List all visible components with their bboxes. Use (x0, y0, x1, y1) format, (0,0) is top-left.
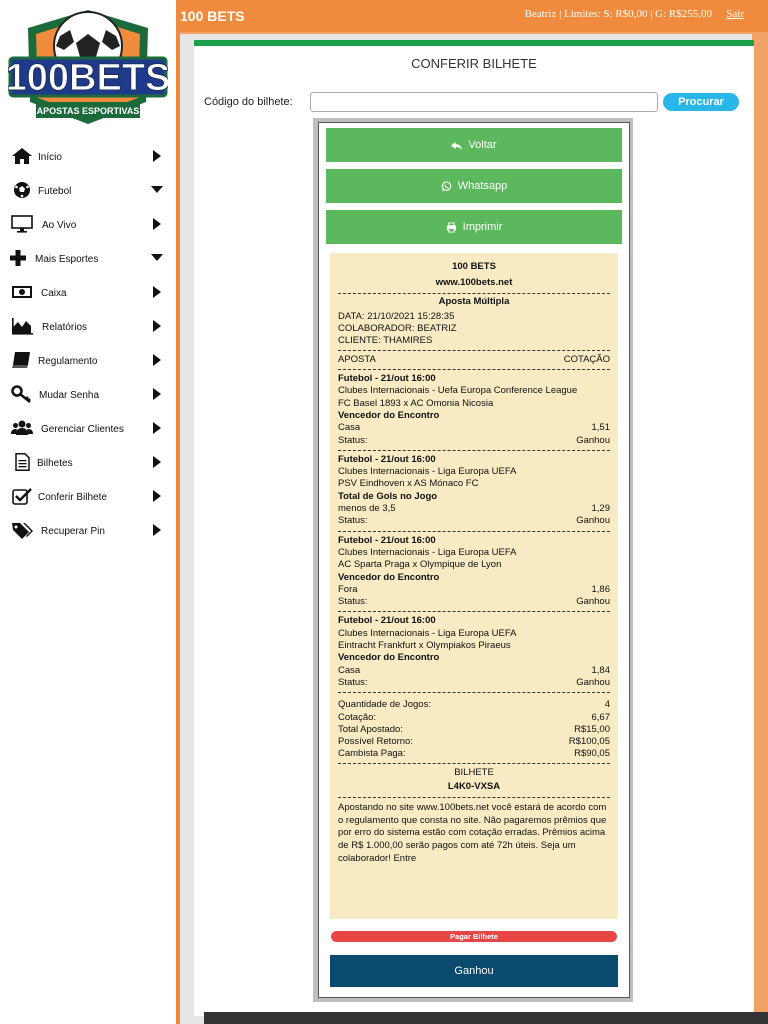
summary-label: Quantidade de Jogos: (338, 699, 431, 711)
bet-pick: Casa (338, 422, 361, 434)
logout-link[interactable]: Sair (726, 8, 744, 20)
bet-odds: 1,29 (591, 503, 610, 515)
summary-row (338, 724, 610, 736)
logo-main-text: 100BETS (8, 57, 168, 99)
sidebar-item-regulamento[interactable] (0, 346, 170, 374)
monitor-icon (10, 214, 34, 234)
bet-match: Eintracht Frankfurt x Olympiakos Piraeus (338, 640, 511, 652)
sidebar-item-gerenciar-clientes[interactable] (0, 414, 170, 442)
top-bar (176, 0, 768, 32)
bet-status-row (338, 435, 610, 447)
sidebar-item-label: Ao Vivo (42, 220, 77, 231)
bet-status: Ganhou (576, 515, 610, 527)
logo-tagline: APOSTAS ESPORTIVAS (36, 106, 140, 116)
receipt-brand: 100 BETS (452, 261, 496, 272)
back-button-label: Voltar (468, 139, 497, 151)
bet-item (338, 373, 610, 447)
area-chart-icon (10, 316, 34, 336)
bet-header: Futebol - 21/out 16:00 (338, 534, 436, 546)
sidebar (0, 0, 176, 1024)
summary-row (338, 712, 610, 724)
plus-icon (6, 248, 30, 268)
sidebar-item-relatorios[interactable] (0, 312, 170, 340)
home-icon (10, 146, 34, 166)
sidebar-item-mais-esportes[interactable] (0, 244, 170, 272)
chevron-down-icon (150, 252, 164, 264)
bet-match: AC Sparta Praga x Olympique de Lyon (338, 559, 502, 571)
chevron-right-icon (152, 354, 162, 366)
sidebar-item-label: Mais Esportes (35, 254, 99, 265)
bet-match: FC Basel 1893 x AC Omonia Nicosia (338, 397, 494, 409)
key-icon (10, 384, 34, 404)
bet-market: Vencedor do Encontro (338, 571, 440, 583)
chevron-right-icon (152, 422, 162, 434)
receipt-site: www.100bets.net (435, 277, 513, 289)
print-icon (446, 222, 457, 233)
bet-market: Vencedor do Encontro (338, 409, 440, 421)
receipt-client: CLIENTE: THAMIRES (338, 335, 433, 347)
ticket-modal (318, 122, 630, 998)
sidebar-item-label: Gerenciar Clientes (41, 424, 124, 435)
sidebar-item-label: Regulamento (38, 356, 98, 367)
column-bet-header: APOSTA (338, 353, 376, 365)
money-icon (10, 282, 34, 302)
whatsapp-icon (441, 181, 452, 192)
page-title: CONFERIR BILHETE (411, 56, 537, 71)
chevron-right-icon (152, 456, 162, 468)
bet-match: PSV Eindhoven x AS Mónaco FC (338, 478, 479, 490)
brand-title[interactable]: 100 BETS (180, 8, 245, 24)
tags-icon (10, 520, 34, 540)
sidebar-item-label: Início (38, 152, 62, 163)
check-square-icon (10, 486, 34, 506)
receipt-collaborator: COLABORADOR: BEATRIZ (338, 323, 457, 335)
sidebar-item-label: Mudar Senha (39, 390, 100, 401)
bet-pick-row (338, 422, 610, 434)
ticket-code: L4K0-VXSA (447, 780, 501, 792)
summary-value: 4 (604, 699, 610, 711)
bet-odds: 1,84 (591, 664, 610, 676)
bet-status: Ganhou (576, 676, 610, 688)
sidebar-item-conferir-bilhete[interactable] (0, 482, 170, 510)
frame-border (176, 0, 180, 1024)
summary-label: Cotação: (338, 711, 377, 723)
bet-status-label: Status: (338, 596, 368, 608)
sidebar-item-inicio[interactable] (0, 142, 170, 170)
print-button-label: Imprimir (462, 221, 503, 233)
ticket-code-label: Código do bilhete: (204, 96, 293, 108)
bet-header: Futebol - 21/out 16:00 (338, 615, 436, 627)
receipt-summary (338, 699, 610, 760)
bet-receipt (330, 253, 618, 919)
summary-label: Cambista Paga: (338, 748, 406, 760)
chevron-right-icon (152, 218, 162, 230)
bet-odds: 1,51 (591, 422, 610, 434)
bet-status-label: Status: (338, 676, 368, 688)
bet-league: Clubes Internacionais - Liga Europa UEFA (338, 627, 517, 639)
bet-header: Futebol - 21/out 16:00 (338, 453, 436, 465)
back-button[interactable] (326, 128, 622, 162)
bet-pick-row (338, 503, 610, 515)
sidebar-item-label: Bilhetes (37, 458, 73, 469)
sidebar-item-label: Caixa (41, 288, 67, 299)
sidebar-item-futebol[interactable] (0, 176, 170, 204)
summary-row (338, 736, 610, 748)
logo-graphic (8, 6, 168, 128)
bet-item (338, 535, 610, 609)
receipt-disclaimer: Apostando no site www.100bets.net você estará de acordo com o regulamento que consta no site. Não pagaremos prêmios que por erro do sistema estão com cotação erradas. Prêmios acima de R$ 1.000,00 serão pagos com até 72h úteis. Seja um colaborador! Entre (338, 802, 607, 864)
bet-league: Clubes Internacionais - Liga Europa UEFA (338, 546, 517, 558)
bet-market: Vencedor do Encontro (338, 652, 440, 664)
chevron-down-icon (150, 184, 164, 196)
chevron-right-icon (152, 524, 162, 536)
chevron-right-icon (152, 150, 162, 162)
receipt-bet-type: Aposta Múltipla (438, 295, 510, 307)
bet-pick: Casa (338, 664, 361, 676)
bet-item (338, 615, 610, 689)
bet-status: Ganhou (576, 434, 610, 446)
search-button[interactable]: Procurar (663, 93, 739, 111)
reply-icon (451, 140, 462, 151)
summary-value: R$100,05 (568, 736, 610, 748)
summary-row (338, 748, 610, 760)
summary-label: Total Apostado: (338, 723, 403, 735)
whatsapp-button[interactable] (326, 169, 622, 203)
bet-league: Clubes Internacionais - Liga Europa UEFA (338, 466, 517, 478)
sidebar-item-label: Relatórios (42, 322, 88, 333)
bet-pick: menos de 3,5 (338, 503, 396, 515)
bet-header: Futebol - 21/out 16:00 (338, 373, 436, 385)
whatsapp-button-label: Whatsapp (457, 180, 508, 192)
bet-pick-row (338, 584, 610, 596)
bottom-bar (204, 1012, 768, 1024)
sidebar-item-label: Recuperar Pin (41, 526, 105, 537)
summary-value: R$15,00 (574, 723, 610, 735)
pay-ticket-button[interactable]: Pagar Bilhete (331, 931, 617, 942)
sidebar-item-caixa[interactable] (0, 278, 170, 306)
ticket-label: BILHETE (454, 766, 494, 778)
chevron-right-icon (152, 490, 162, 502)
bet-pick-row (338, 665, 610, 677)
bet-status: Ganhou (576, 596, 610, 608)
bet-status-row (338, 515, 610, 527)
chevron-right-icon (152, 388, 162, 400)
summary-value: R$90,05 (574, 748, 610, 760)
summary-label: Possível Retorno: (338, 736, 413, 748)
sidebar-item-mudar-senha[interactable] (0, 380, 170, 408)
receipt-date: DATA: 21/10/2021 15:28:35 (338, 310, 455, 322)
brand-logo[interactable] (8, 6, 168, 128)
users-icon (10, 418, 34, 438)
bet-status-label: Status: (338, 515, 368, 527)
ticket-status-button[interactable]: Ganhou (330, 955, 618, 987)
bet-odds: 1,86 (591, 583, 610, 595)
sidebar-item-bilhetes[interactable] (0, 448, 170, 476)
chevron-right-icon (152, 286, 162, 298)
bet-item (338, 454, 610, 528)
bet-status-row (338, 677, 610, 689)
summary-value: 6,67 (591, 711, 610, 723)
bet-market: Total de Gols no Jogo (338, 490, 438, 502)
chevron-right-icon (152, 320, 162, 332)
soccer-ball-icon (10, 180, 34, 200)
sidebar-item-ao-vivo[interactable] (0, 210, 170, 238)
column-odds-header: COTAÇÃO (563, 353, 610, 365)
book-icon (10, 350, 34, 370)
user-limits-info: Beatriz | Limites: S: R$0,00 | G: R$255,00 (524, 8, 712, 20)
bet-league: Clubes Internacionais - Uefa Europa Conference League (338, 385, 578, 397)
sidebar-item-recuperar-pin[interactable] (0, 516, 170, 544)
receipt-column-headers (338, 354, 610, 366)
sidebar-item-label: Conferir Bilhete (38, 492, 107, 503)
summary-row (338, 699, 610, 711)
print-button[interactable] (326, 210, 622, 244)
bet-status-row (338, 596, 610, 608)
bet-status-label: Status: (338, 434, 368, 446)
ticket-code-input[interactable] (310, 92, 658, 112)
bet-pick: Fora (338, 583, 358, 595)
document-icon (10, 452, 34, 472)
sidebar-item-label: Futebol (38, 186, 72, 197)
